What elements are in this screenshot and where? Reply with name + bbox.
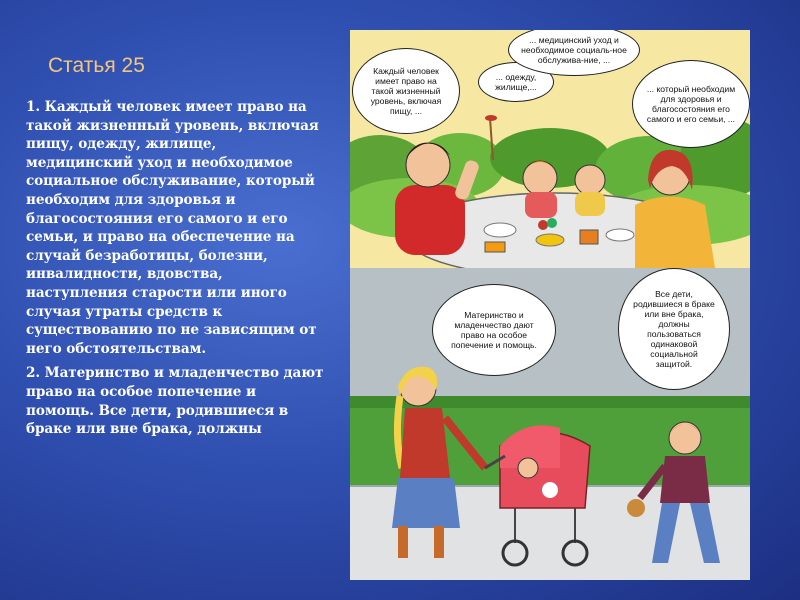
- slide-title: Статья 25: [48, 54, 145, 77]
- speech-bubble-top-middle: ... одежду, жилище,...: [478, 62, 554, 102]
- article-text: [26, 98, 326, 445]
- girl-figure: [574, 165, 606, 216]
- child-figure: [523, 161, 557, 218]
- speech-bubble-bottom-right: Все дети, родившиеся в браке или вне брака, должны пользоваться одинаковой социальной защитой.: [618, 268, 730, 390]
- comic-panel-family-picnic: [350, 30, 750, 268]
- speech-bubble-bottom-left: Материнство и младенчество дают право на особое попечение и помощь.: [432, 284, 556, 376]
- speech-bubble-top-right: ... который необходим для здоровья и благосостояния его самого и его семьи, ...: [632, 60, 750, 148]
- comic-panel-mother-stroller: [350, 268, 750, 580]
- article-paragraph-2: 2. Материнство и младенчество дают право на особое попечение и помощь. Все дети, родившиеся в браке или вне брака, должны: [26, 365, 324, 438]
- comic-illustration: [350, 30, 750, 580]
- article-paragraph-1: 1. Каждый человек имеет право на такой жизненный уровень, включая пищу, одежду, жилище, медицинский уход и необходимое социальное обслуживание, который необходим для здоровья и благосостояния его самого и его семьи, и право на обеспечение на случай безработицы, болезни, инвалидности, вдовства, наступления старости или иного случая утраты средств к существованию по не зависящим от него обстоятельствам.: [26, 99, 319, 357]
- speech-bubble-top-left: Каждый человек имеет право на такой жизненный уровень, включая пищу, ...: [352, 48, 460, 134]
- speech-bubble-top-center: ... медицинский уход и необходимое социаль-ное обслужива-ние, ...: [508, 30, 640, 76]
